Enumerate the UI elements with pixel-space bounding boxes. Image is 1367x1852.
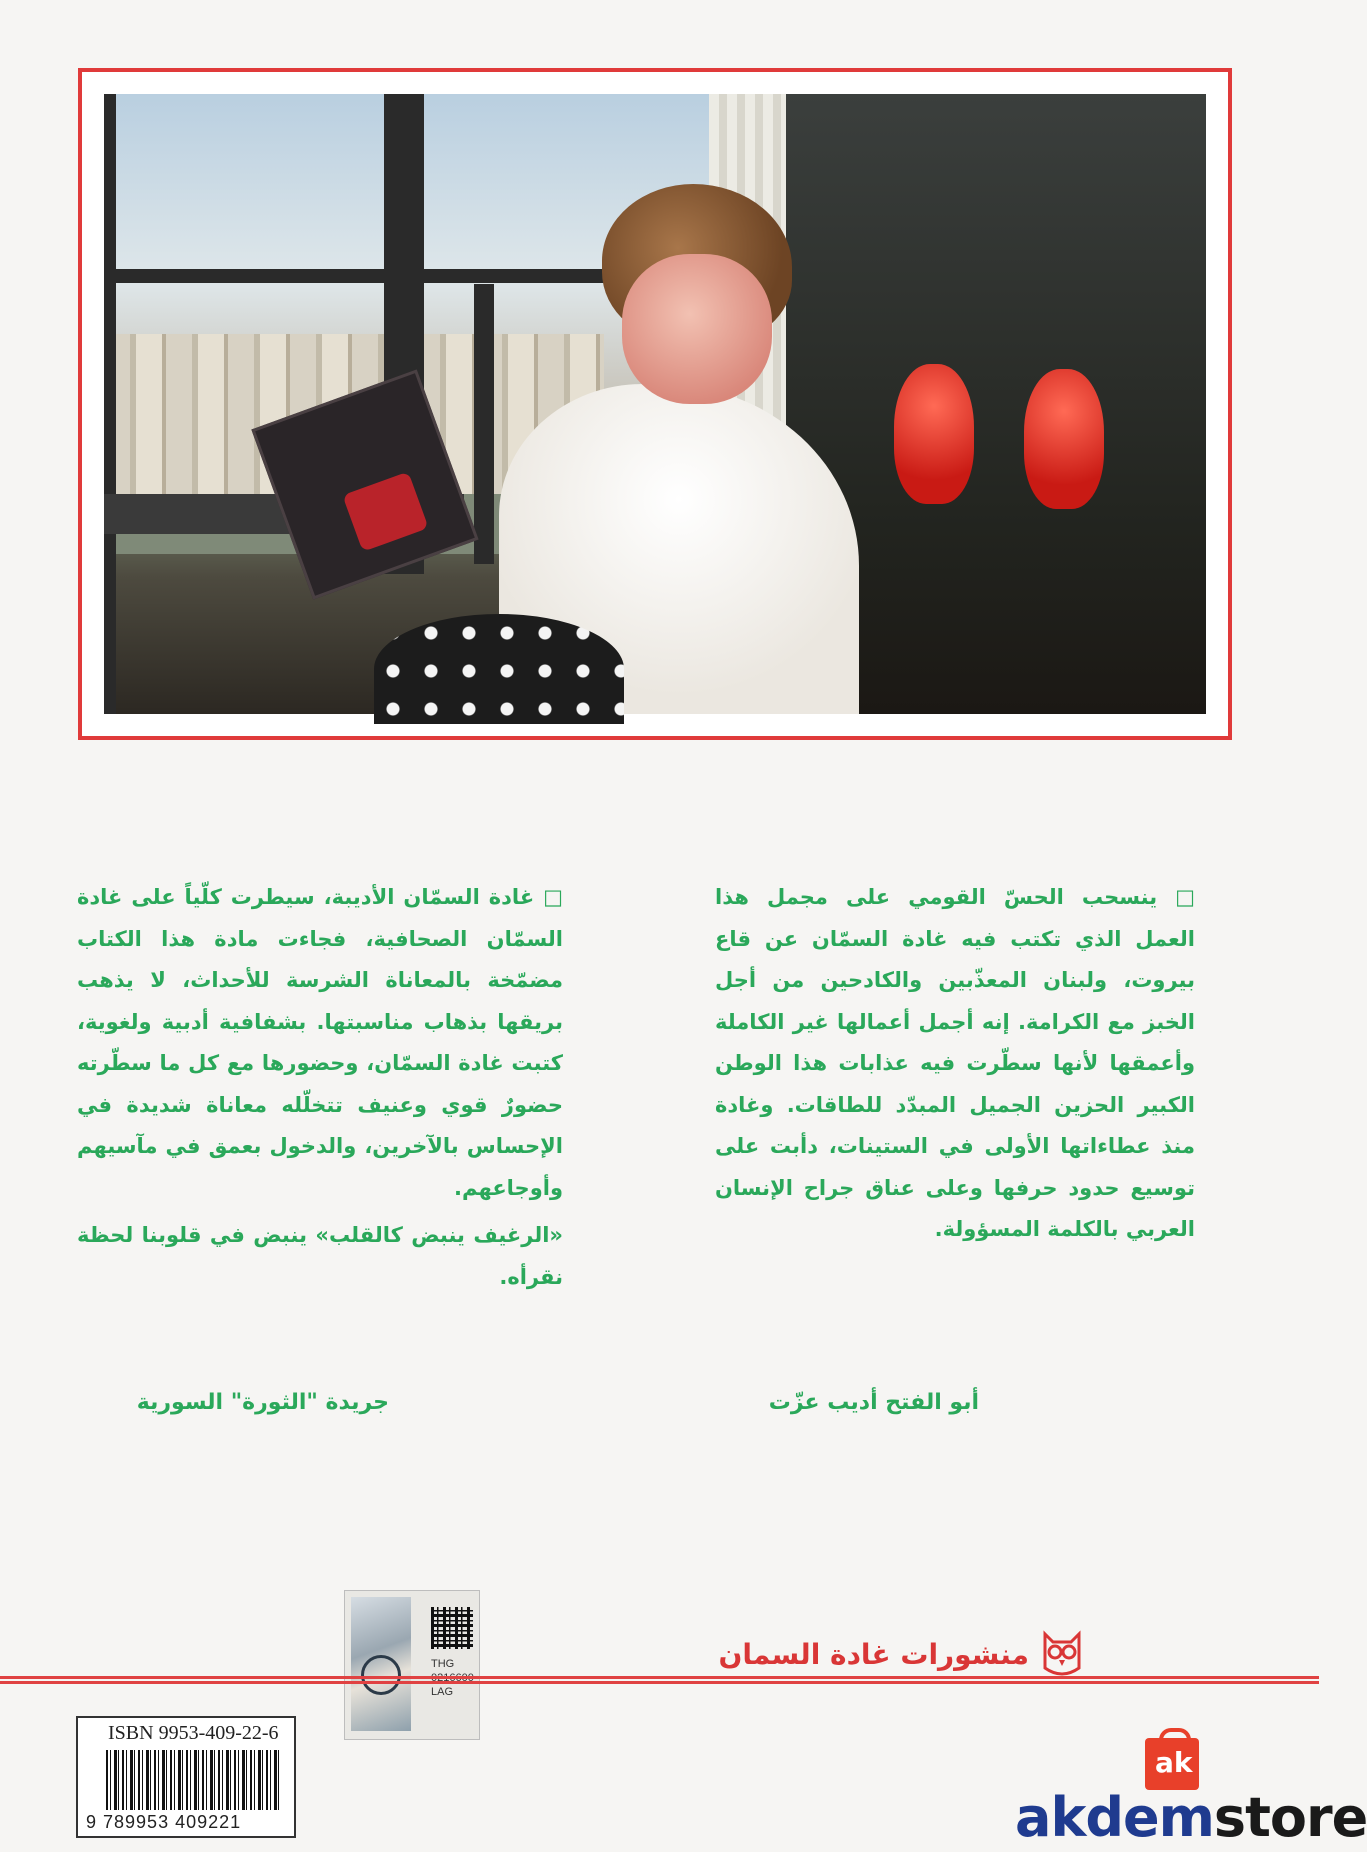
hologram-icon [351, 1597, 411, 1731]
store-brand-name: akdemstore [1015, 1786, 1367, 1849]
author-photo [104, 94, 1206, 714]
shopping-bag-icon: ak [1145, 1738, 1199, 1790]
review-right-column [715, 877, 1195, 1251]
cover-photo-frame [78, 68, 1232, 740]
barcode-digits: 9 789953 409221 [86, 1812, 242, 1832]
photo-person-face [622, 254, 772, 404]
isbn-label: ISBN 9953-409-22-6 [108, 1722, 279, 1744]
review-left-column [77, 877, 563, 1298]
photo-window-frame [104, 94, 116, 714]
barcode-bars [106, 1750, 282, 1810]
review-right-signature: أبو الفتح أديب عزّت [768, 1390, 979, 1415]
photo-window-frame [104, 269, 604, 283]
isbn-barcode [76, 1716, 296, 1838]
owl-logo-icon [1037, 1628, 1087, 1680]
qr-code-icon [431, 1607, 473, 1649]
publisher-logo [719, 1628, 1088, 1680]
review-left-text: □ غادة السمّان الأديبة، سيطرت كلّياً على غادة السمّان الصحافية، فجاءت مادة هذا الكتاب مضمّخة بالمعاناة الشرسة للأحداث، لا يذهب بريقها بذهاب مناسبتها. بشفافية أدبية ولغوية، كتبت غادة السمّان، وحضورها مع كل ما سطّرته حضورٌ قوي وعنيف تتخلّله معاناة شديدة في الإحساس بالآخرين، والدخول بعمق في مآسيهم وأوجاعهم. [77, 885, 563, 1200]
review-left-signature: جريدة "الثورة" السورية [136, 1390, 389, 1415]
photo-window-frame [474, 284, 494, 564]
hologram-sticker [344, 1590, 480, 1740]
review-left-quote: «الرغيف ينبض كالقلب» ينبض في قلوبنا لحظة نقرأه. [77, 1223, 563, 1289]
review-right-text: □ ينسحب الحسّ القومي على مجمل هذا العمل الذي تكتب فيه غادة السمّان عن قاع بيروت، ولبنان المعذّبين والكادحين من أجل الخبز مع الكرامة. إنه أجمل أعمالها غير الكاملة وأعمقها لأنها سطّرت فيه عذابات هذا الوطن الكبير الحزين الجميل المبدّد للطاقات. وغادة منذ عطاءاتها الأولى في الستينات، دأبت على توسيع حدود حرفها وعلى عناق جراح الإنسان العربي بالكلمة المسؤولة. [715, 885, 1195, 1241]
photo-red-owl-figurine [1024, 369, 1104, 509]
sticker-code: THG 0216600 LAG [431, 1658, 474, 1698]
photo-red-owl-figurine [894, 364, 974, 504]
publisher-name: منشورات غادة السمان [718, 1637, 1029, 1671]
store-logo [1015, 1738, 1367, 1852]
footer-divider [0, 1676, 1319, 1684]
photo-person-skirt [374, 614, 624, 724]
